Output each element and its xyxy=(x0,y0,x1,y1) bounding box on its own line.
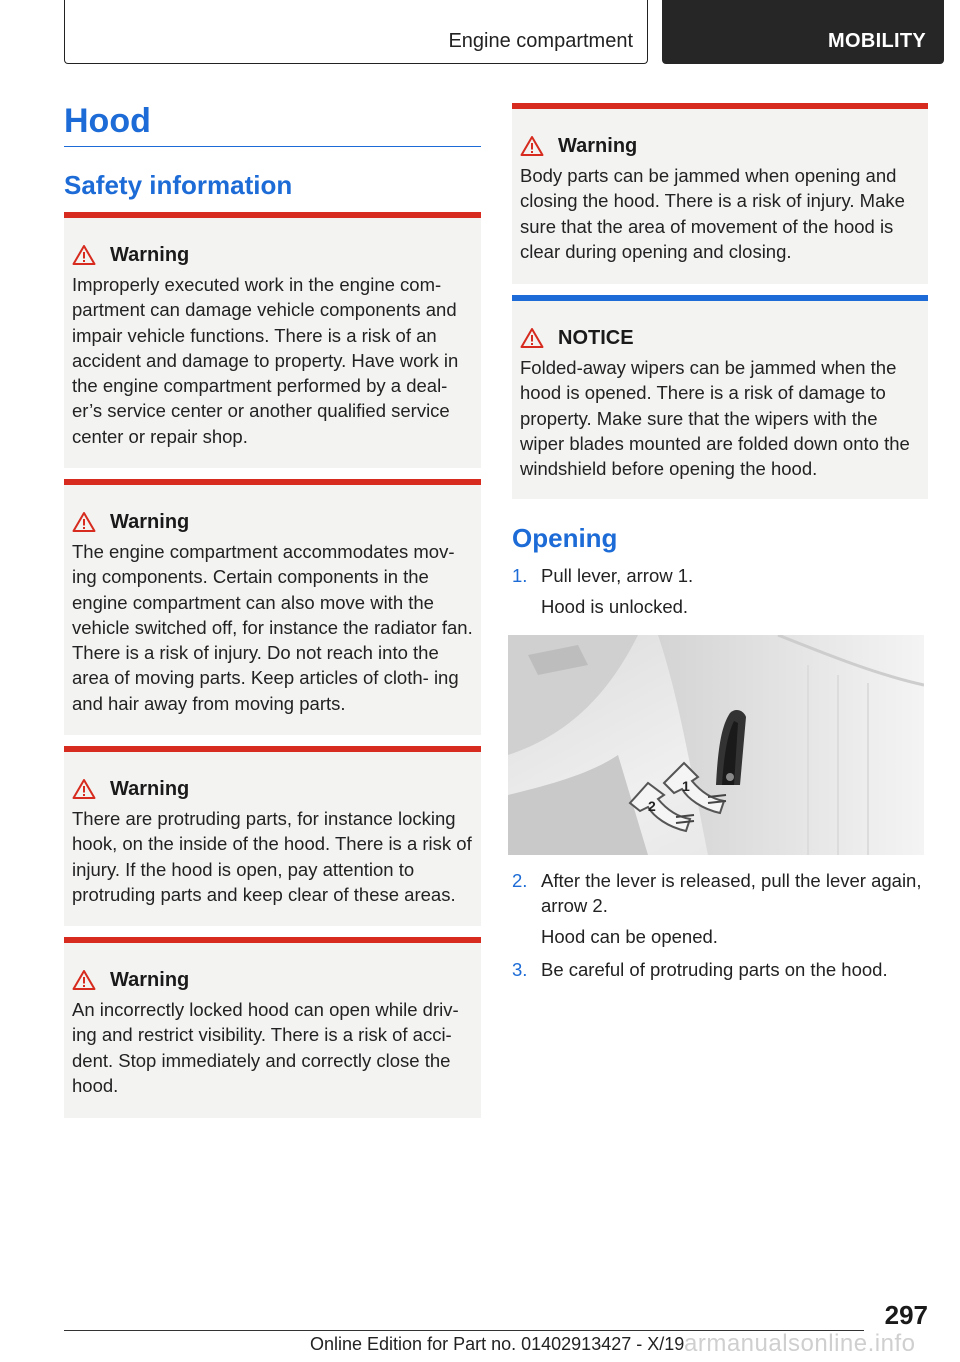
footer-edition-text: Online Edition for Part no. 01402913427 - X/19 xyxy=(310,1334,685,1354)
warning-title: Warning xyxy=(110,243,190,266)
header-section-tab xyxy=(64,0,648,64)
warning-triangle-icon xyxy=(72,511,96,533)
step-2 xyxy=(512,868,928,949)
notice-text: Folded-away wipers can be jammed when the hood is opened. There is a risk of damage to property. Make sure that the wipers with the wiper blades mounted are folded down onto the windshield before opening the hood. xyxy=(520,357,910,480)
warning-box xyxy=(64,937,481,1118)
step-text: Pull lever, arrow 1. xyxy=(541,565,694,586)
step-result: Hood can be opened. xyxy=(541,926,718,947)
warning-box xyxy=(64,212,481,468)
header-section-title: Engine compartment xyxy=(448,30,633,52)
page-number: 297 xyxy=(884,1300,928,1330)
warning-text: An incorrectly locked hood can open while driv‐ ing and restrict visibility. There is a risk of acci‐ dent. Stop immediately and correctly close the hood. xyxy=(72,999,459,1096)
step-result: Hood is unlocked. xyxy=(541,596,689,617)
warning-triangle-icon xyxy=(72,244,96,266)
warning-triangle-icon xyxy=(520,135,544,157)
step-text: After the lever is released, pull the lever again, arrow 2. xyxy=(541,870,922,916)
title-divider xyxy=(64,146,481,147)
footer-watermark: armanualsonline.info xyxy=(684,1330,916,1357)
warning-text: There are protruding parts, for instance locking hook, on the inside of the hood. There is a risk of injury. If the hood is open, pay attention to protruding parts and keep clear of these areas. xyxy=(72,808,472,905)
header-chapter-tab xyxy=(662,0,944,64)
warning-title: Warning xyxy=(110,968,190,991)
warning-box xyxy=(512,103,928,284)
step-text: Be careful of protruding parts on the hood. xyxy=(541,959,888,980)
notice-triangle-icon xyxy=(520,327,544,349)
step-3 xyxy=(512,957,928,982)
page-title: Hood xyxy=(64,102,151,140)
section-heading-opening: Opening xyxy=(512,523,618,553)
warning-box xyxy=(64,746,481,926)
notice-box xyxy=(512,295,928,499)
warning-title: Warning xyxy=(110,777,190,800)
step-number: 3. xyxy=(512,959,528,980)
warning-text: The engine compartment accommodates mov‐ ing components. Certain components in the engine compartment can also move with the vehicle switched off, for instance the radiator fan. There is a risk of injury. Do not reach into the area of moving parts. Keep articles of cloth‐ ing and hair away from moving parts. xyxy=(72,541,473,714)
notice-title: NOTICE xyxy=(558,326,634,349)
arrow-2-label: 2 xyxy=(648,798,656,814)
warning-triangle-icon xyxy=(72,778,96,800)
step-number: 1. xyxy=(512,565,528,586)
warning-text: Improperly executed work in the engine com‐ partment can damage vehicle components and impair vehicle functions. There is a risk of an accident and damage to property. Have work in the engine compartment performed by a deal‐ er’s service center or another qualified service center or repair shop. xyxy=(72,274,459,447)
hood-lever-drawing xyxy=(508,635,924,855)
section-heading-safety: Safety information xyxy=(64,170,293,200)
warning-title: Warning xyxy=(558,134,638,157)
warning-text: Body parts can be jammed when opening and closing the hood. There is a risk of injury. Make sure that the area of movement of the hood is clear during opening and closing. xyxy=(520,165,905,262)
warning-box xyxy=(64,479,481,735)
step-1 xyxy=(512,563,928,619)
arrow-1-label: 1 xyxy=(682,778,690,794)
warning-triangle-icon xyxy=(72,969,96,991)
header-chapter-title: MOBILITY xyxy=(828,30,926,52)
step-number: 2. xyxy=(512,870,528,891)
warning-title: Warning xyxy=(110,510,190,533)
hood-release-lever-illustration xyxy=(508,635,924,855)
